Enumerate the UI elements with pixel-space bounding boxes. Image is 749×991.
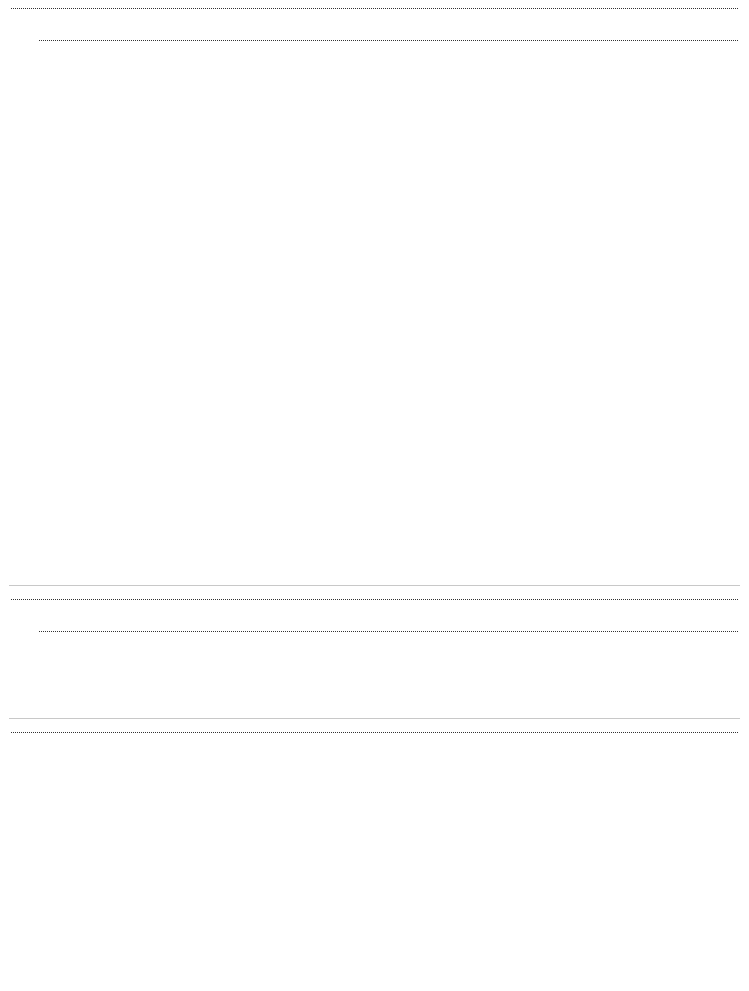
toc-entry-entretien-appareil[interactable] [37, 631, 740, 636]
divider [9, 585, 740, 586]
toc-entry-menu-configuration[interactable] [37, 40, 740, 45]
leader-dots [11, 8, 738, 9]
toc-entry-reglages-base[interactable] [9, 8, 740, 13]
leader-dots [39, 40, 738, 41]
leader-dots [11, 732, 738, 733]
leader-dots [11, 599, 738, 600]
leader-dots [39, 631, 738, 632]
toc-entry-remarques-techniques[interactable] [9, 732, 740, 737]
toc-entry-remarques-entretien[interactable] [9, 599, 740, 604]
divider [9, 718, 740, 719]
